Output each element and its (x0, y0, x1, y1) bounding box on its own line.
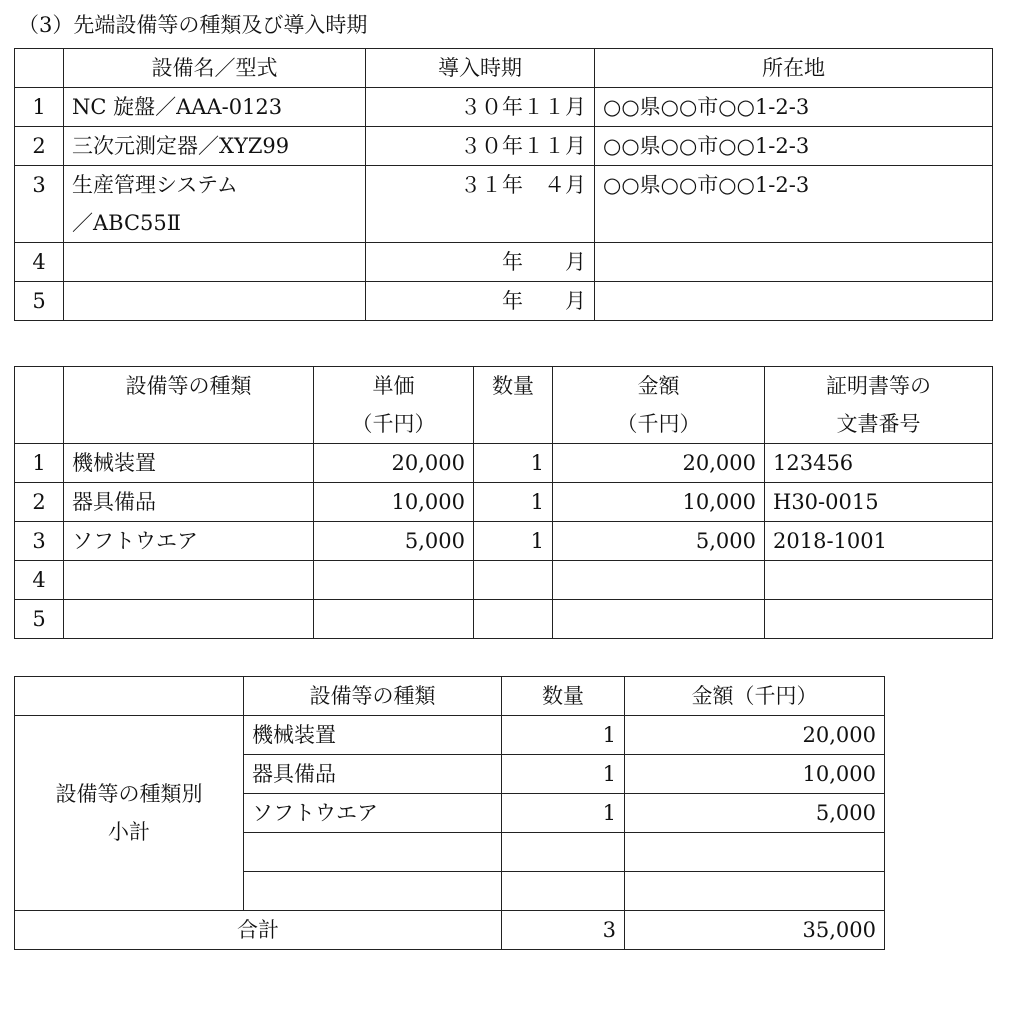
equipment-type (244, 872, 502, 911)
table-row (15, 127, 993, 166)
table-header-row (15, 49, 993, 88)
document-number: 2018-1001 (765, 522, 993, 561)
header-line: 文書番号 (836, 412, 921, 436)
row-number: 2 (15, 127, 64, 166)
total-quantity: 3 (502, 911, 625, 950)
quantity: 1 (474, 444, 553, 483)
header-equipment-type: 設備等の種類 (244, 677, 502, 716)
header-line: （千円） (351, 412, 436, 436)
table-row (15, 88, 993, 127)
unit-price: 20,000 (314, 444, 474, 483)
equipment-type: 器具備品 (64, 483, 314, 522)
quantity: 1 (502, 755, 625, 794)
equipment-cost-table (14, 366, 993, 639)
header-unit-price (314, 367, 474, 444)
intro-date: 年 月 (366, 282, 595, 321)
equipment-type: ソフトウエア (64, 522, 314, 561)
table-header-row (15, 367, 993, 444)
header-amount (553, 367, 765, 444)
header-equipment-type: 設備等の種類 (64, 367, 314, 444)
row-number: 4 (15, 561, 64, 600)
location: ○○県○○市○○1-2-3 (595, 127, 993, 166)
document-number: H30-0015 (765, 483, 993, 522)
quantity (474, 600, 553, 639)
quantity (474, 561, 553, 600)
quantity: 1 (474, 522, 553, 561)
equipment-type (64, 600, 314, 639)
location (595, 282, 993, 321)
table-row (15, 522, 993, 561)
header-no (15, 367, 64, 444)
quantity: 1 (474, 483, 553, 522)
amount: 5,000 (553, 522, 765, 561)
equipment-name (64, 282, 366, 321)
row-number: 5 (15, 600, 64, 639)
document-number: 123456 (765, 444, 993, 483)
equipment-name-line: ／ABC55Ⅱ (72, 211, 182, 235)
amount: 5,000 (625, 794, 885, 833)
equipment-type: 機械装置 (244, 716, 502, 755)
quantity: 1 (502, 794, 625, 833)
section-title: （3）先端設備等の種類及び導入時期 (18, 13, 368, 37)
location: ○○県○○市○○1-2-3 (595, 166, 993, 243)
total-row (15, 911, 885, 950)
header-intro-date: 導入時期 (366, 49, 595, 88)
intro-date: ３０年１１月 (366, 127, 595, 166)
intro-date: ３０年１１月 (366, 88, 595, 127)
row-number: 1 (15, 444, 64, 483)
amount (553, 600, 765, 639)
row-number: 5 (15, 282, 64, 321)
amount: 20,000 (625, 716, 885, 755)
amount (625, 872, 885, 911)
amount: 10,000 (553, 483, 765, 522)
equipment-timing-table (14, 48, 993, 321)
header-equipment-name: 設備名／型式 (64, 49, 366, 88)
subtotal-table (14, 676, 885, 950)
header-location: 所在地 (595, 49, 993, 88)
quantity (502, 872, 625, 911)
unit-price (314, 600, 474, 639)
table-row (15, 444, 993, 483)
header-line: 証明書等の (826, 374, 931, 398)
table-row (15, 166, 993, 243)
table-row (15, 600, 993, 639)
row-number: 3 (15, 522, 64, 561)
row-number: 2 (15, 483, 64, 522)
header-blank (15, 677, 244, 716)
table-header-row (15, 677, 885, 716)
header-line: 金額 (637, 374, 680, 398)
equipment-type: 機械装置 (64, 444, 314, 483)
intro-date: ３１年 ４月 (366, 166, 595, 243)
total-amount: 35,000 (625, 911, 885, 950)
table-row (15, 561, 993, 600)
group-label-line: 小計 (108, 820, 150, 844)
equipment-type: 器具備品 (244, 755, 502, 794)
subtotal-group-label (15, 716, 244, 911)
table-row (15, 243, 993, 282)
equipment-name: NC 旋盤／AAA-0123 (64, 88, 366, 127)
equipment-name (64, 166, 366, 243)
amount (625, 833, 885, 872)
intro-date: 年 月 (366, 243, 595, 282)
equipment-name-line: 生産管理システム (72, 173, 238, 197)
equipment-type (244, 833, 502, 872)
amount (553, 561, 765, 600)
header-amount: 金額（千円） (625, 677, 885, 716)
header-line: 単価 (372, 374, 415, 398)
unit-price (314, 561, 474, 600)
table-row (15, 483, 993, 522)
equipment-name: 三次元測定器／XYZ99 (64, 127, 366, 166)
unit-price: 10,000 (314, 483, 474, 522)
group-label-line: 設備等の種類別 (55, 782, 203, 806)
equipment-name (64, 243, 366, 282)
header-quantity: 数量 (474, 367, 553, 444)
document-number (765, 561, 993, 600)
equipment-type (64, 561, 314, 600)
row-number: 3 (15, 166, 64, 243)
total-label: 合計 (15, 911, 502, 950)
location (595, 243, 993, 282)
document-number (765, 600, 993, 639)
quantity (502, 833, 625, 872)
quantity: 1 (502, 716, 625, 755)
location: ○○県○○市○○1-2-3 (595, 88, 993, 127)
header-document-number (765, 367, 993, 444)
amount: 20,000 (553, 444, 765, 483)
amount: 10,000 (625, 755, 885, 794)
table-row (15, 282, 993, 321)
table-row (15, 716, 885, 755)
unit-price: 5,000 (314, 522, 474, 561)
header-line: （千円） (616, 412, 701, 436)
header-quantity: 数量 (502, 677, 625, 716)
row-number: 1 (15, 88, 64, 127)
row-number: 4 (15, 243, 64, 282)
equipment-type: ソフトウエア (244, 794, 502, 833)
header-no (15, 49, 64, 88)
